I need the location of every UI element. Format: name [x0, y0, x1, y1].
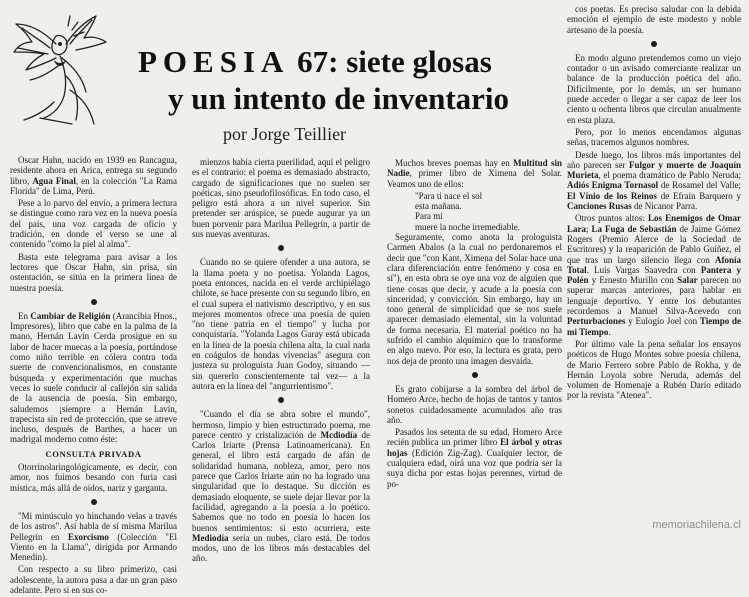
title-caps: POESIA	[138, 44, 290, 79]
text: (Arancibia Hnos., Impresores), libro que cabe en la palma de la mano, Hernán Lavín Cerda prosigue en su labor de hacer muecas a la poesía, portándose como niño terrible en cólera contra toda suerte de convencionalismos, en constante búsqueda y experimentación que muchas veces lo suele conducir al callejón sin salida de la ausencia de poesía. Sin embargo, saludemos ¡siempre a Hernán Lavín, trapecista sin red de protección, que se atreve incluso, después de Barthes, a hacer un madrigal moderno como éste:	[10, 310, 178, 445]
angel-illustration	[10, 6, 110, 128]
text: de Rosamel del Valle;	[658, 180, 741, 191]
book-title: Mcdiodía	[320, 429, 358, 440]
book-title: Cambiar de Religión	[30, 310, 111, 321]
text: de Nicanor Parra.	[631, 201, 698, 212]
paragraph: Pero, por lo menos encendamos algunas señas, tracemos algunos nombres.	[567, 126, 741, 148]
book-title: Pantera y Polén	[567, 264, 741, 286]
text: En	[18, 310, 31, 321]
paragraph: cos poetas. Es preciso saludar con la debida emoción el ejemplo de este modesto y noble artesano de la poesía.	[567, 4, 741, 35]
text: de Carlos Iriarte (Prensa Latinoamericana). En general, el libro está cargado de afán de solidaridad humana, nobleza, amor, pero nos parece que Carlos Iriarte aún no ha logrado una singularidad que lo destaque. Su dicción es demasiado eloquente, se suele dejar llevar por la facilidad, agregando a la poesía a lo poético. Sabemos que no todo en poesía lo hacen los buenos sentimientos: si esto ocurriera, este	[192, 429, 370, 533]
book-title: Salar	[677, 275, 698, 286]
article-title	[138, 45, 492, 79]
paragraph: En modo alguno pretendemos como un viejo contador o un avisado comerciante realizar un balance de la producción poética del año. Difícilmente, por lo demás, un ser humano puede acceder o llegar a ser capaz de leer los ciento u ochenta libros que circulan anualmente en esta plaza.	[567, 52, 741, 125]
text: parecen no superar marcas anteriores, para hablar en lenguaje deportivo. Y entre los debutantes recordemos a Manuel Silva-Acevedo con	[567, 275, 741, 317]
text: Pasados los setenta de su edad, Homero Arce recién publica un primer libro	[387, 427, 562, 448]
paragraph	[387, 158, 562, 189]
paragraph	[192, 409, 370, 563]
paragraph	[10, 311, 177, 445]
text: y Eulogio Joel con	[625, 316, 700, 327]
book-title: Canciones Rusas	[567, 201, 632, 212]
watermark: memoriachilena.cl	[652, 519, 741, 531]
section-bullet	[91, 499, 97, 505]
paragraph: Es grato cobijarse a la sombra del árbol de Homero Arce, hecho de hojas de tantos y tantos sonetos cuidadosamente acumulados año tras año.	[387, 383, 562, 425]
text: .	[608, 326, 611, 337]
paragraph: mienzos había cierta puerilidad, aquí el peligro es el contrario: el poema es demasiado abstracto, cargado de significaciones que no suelen ser poéticas, sino pseudofilosóficas. En todo caso, el peligro está ahora a un nivel superior. Sin pretender ser arúspice, se puede augurar ya un buen porvenir para Marilua Pellegrín, a partir de sus nuevas aventuras.	[192, 157, 370, 240]
book-title: Fulgor y muerte de Joaquín Murieta	[567, 159, 741, 181]
text: Muchos breves poemas hay en	[395, 158, 514, 168]
text: y Ernesto Murillo con	[588, 275, 678, 286]
text: Otros puntos altos:	[575, 213, 648, 224]
paragraph: Basta este telegrama para avisar a los lectores que Oscar Hahn, sin prisa, sin ostentación, se sitúa en la primera línea de nuestra poesía.	[10, 251, 177, 293]
text: "Mi minúsculo yo hinchando velas a través de los astros". Así habla de sí misma Marilua Pellegrín en	[10, 510, 177, 542]
column-4	[567, 4, 741, 403]
section-bullet	[278, 397, 284, 403]
verse-line: Para mí	[415, 211, 443, 222]
column-3	[387, 158, 562, 491]
book-title: Agua Final	[32, 175, 76, 186]
article-author: por Jorge Teillier	[223, 124, 347, 144]
verse-line: esta mañana.	[415, 201, 462, 212]
paragraph: Cuando no se quiere ofender a una autora, se la llama poeta y no poetisa. Yolanda Lagos, poeta entonces, nacida en el verde archipiélago chilote, se hace presente con su segundo libro, en el cual supera el nativismo descriptivo, y en sus mejores momentos ofrece una poesía de quien "no tiene patria en el tiempo" y lucha por conquistaría. "Yolanda Lagos Garay está ubicada en la línea de la poesía chilena alta, la cual nada en coágulos de hondas vivencias" asegura con justeza su prologuista Juan Godoy, situando —sin quererlo conscientemente tal vez— a la autora en la línea del "angurrientismo".	[192, 257, 370, 391]
verse-line: muere la noche irremediable.	[415, 221, 520, 232]
book-title: Multitud sin Nadie	[387, 158, 562, 179]
book-title: Los Enemigos de Omar Lara	[567, 213, 741, 234]
paragraph: Con respecto a su libro primerizo, casi adolescente, la autora pasa a dar un gran paso adelante. Pero si en sus co-	[10, 564, 177, 595]
text: de Jaime Gómez Rogers (Premio Alerce de la Sociedad de Escritores) y la reaparición de Pablo Guíñez, el que tras un largo silencio llega con	[567, 223, 741, 265]
paragraph: Seguramente, como anota la prologuista Carmen Abalos (a la cual no perdonaremos el decir que "con Kant, Ximena del Solar hace una clara diferenciación entre fenómeno y cosa en sí"), en esta obra se oye una voz de alguien que tiene cosas que decir, y acude a la poesía con sinceridad, y convicción. Sin embargo, hay un tono general de simplicidad que se nos suele aparecer demasiado elemental, sin la voluntad de forma necesaria. El material poético no ha sufrido el cambio alquímico que lo transforme en algo nuevo. Por eso, la lectura es grata, pero nos deja de pronto una imagen desvaída.	[387, 232, 562, 366]
title-rest: 67: siete glosas	[297, 44, 492, 79]
verse-line: "Para ti nace el sol	[415, 190, 483, 201]
text: (Edición Zig-Zag). Cualquier lector, de cualquiera edad, oirá una voz que podría ser la suya dicha por estas hojas perennes, virtud de po-	[387, 447, 562, 489]
book-title: El Vínio de los Reinos	[567, 190, 657, 201]
text: , en la colección "La Rama Florida" de Lima, Perú.	[10, 175, 177, 196]
text: ;	[586, 223, 592, 234]
book-title: Adiós Enigma Tornasol	[567, 180, 659, 191]
poem-heading: CONSULTA PRIVADA	[45, 448, 142, 459]
paragraph	[10, 511, 177, 562]
column-1	[10, 155, 177, 597]
book-title: Tiempo de mi Tiempo	[567, 316, 741, 337]
paragraph	[567, 150, 741, 212]
text: (Colección "El Viento en la Llama", dirigida por Armando Menedín).	[10, 531, 177, 563]
book-title: El árbol y otras hojas	[387, 437, 562, 458]
book-title: Perturbaciones	[567, 316, 626, 327]
text: sería un nubes, claro está. De todos modos, uno de los libros más destacables del año.	[192, 532, 370, 564]
column-2	[192, 157, 370, 566]
text: de Efraín Barquero y	[656, 190, 742, 201]
text: , el poema dramático de Pablo Neruda;	[598, 170, 741, 181]
section-bullet	[278, 245, 284, 251]
text: "Cuando el día se abra sobre el mundo", hermoso, limpio y bien estructurado poema, me parece centro y cristalización de	[192, 409, 370, 440]
text: Oscar Hahn, nacido en 1939 en Rancagua, residente ahora en Arica, entrega su segundo libro,	[10, 155, 177, 186]
paragraph	[567, 213, 741, 337]
book-title: Mediodía	[192, 532, 229, 543]
book-title: Exorcismo	[67, 531, 109, 542]
article-subtitle: y un intento de inventario	[168, 81, 510, 116]
text: . Luis Vargas Saavedra con	[586, 264, 701, 275]
section-bullet	[472, 372, 478, 378]
section-bullet	[651, 41, 657, 47]
book-title: Afonía Total	[567, 254, 741, 275]
paragraph: Pese a lo parvo del envío, a primera lectura se distingue como rara vez en la nueva poesía del país, una voz cargada de oficio y tradición, en donde el verso se une al contenido "como la piel al alma".	[10, 198, 177, 250]
paragraph	[10, 155, 177, 196]
paragraph: Por último vale la pena señalar los ensayos poéticos de Hugo Montes sobre poesía chilena, de Mario Ferrero sobre Pablo de Rokha, y de Hernán Loyola sobre Neruda, además del volumen de Homenaje a Rubén Darío editado por la revista "Atenea".	[567, 338, 741, 401]
text: , primer libro de Ximena del Solar. Veamos uno de ellos:	[387, 168, 562, 189]
book-title: La Fuga de Sebastián	[591, 223, 677, 234]
section-bullet	[91, 299, 97, 305]
paragraph	[387, 427, 562, 489]
text: Desde luego, los libros más importantes del año parecen ser	[567, 149, 741, 170]
paragraph: Otorrinolaringológicamente, es decir, con amor, nos fuimos besando con furia casi mística, más allá de oídos, nariz y garganta.	[10, 462, 177, 493]
